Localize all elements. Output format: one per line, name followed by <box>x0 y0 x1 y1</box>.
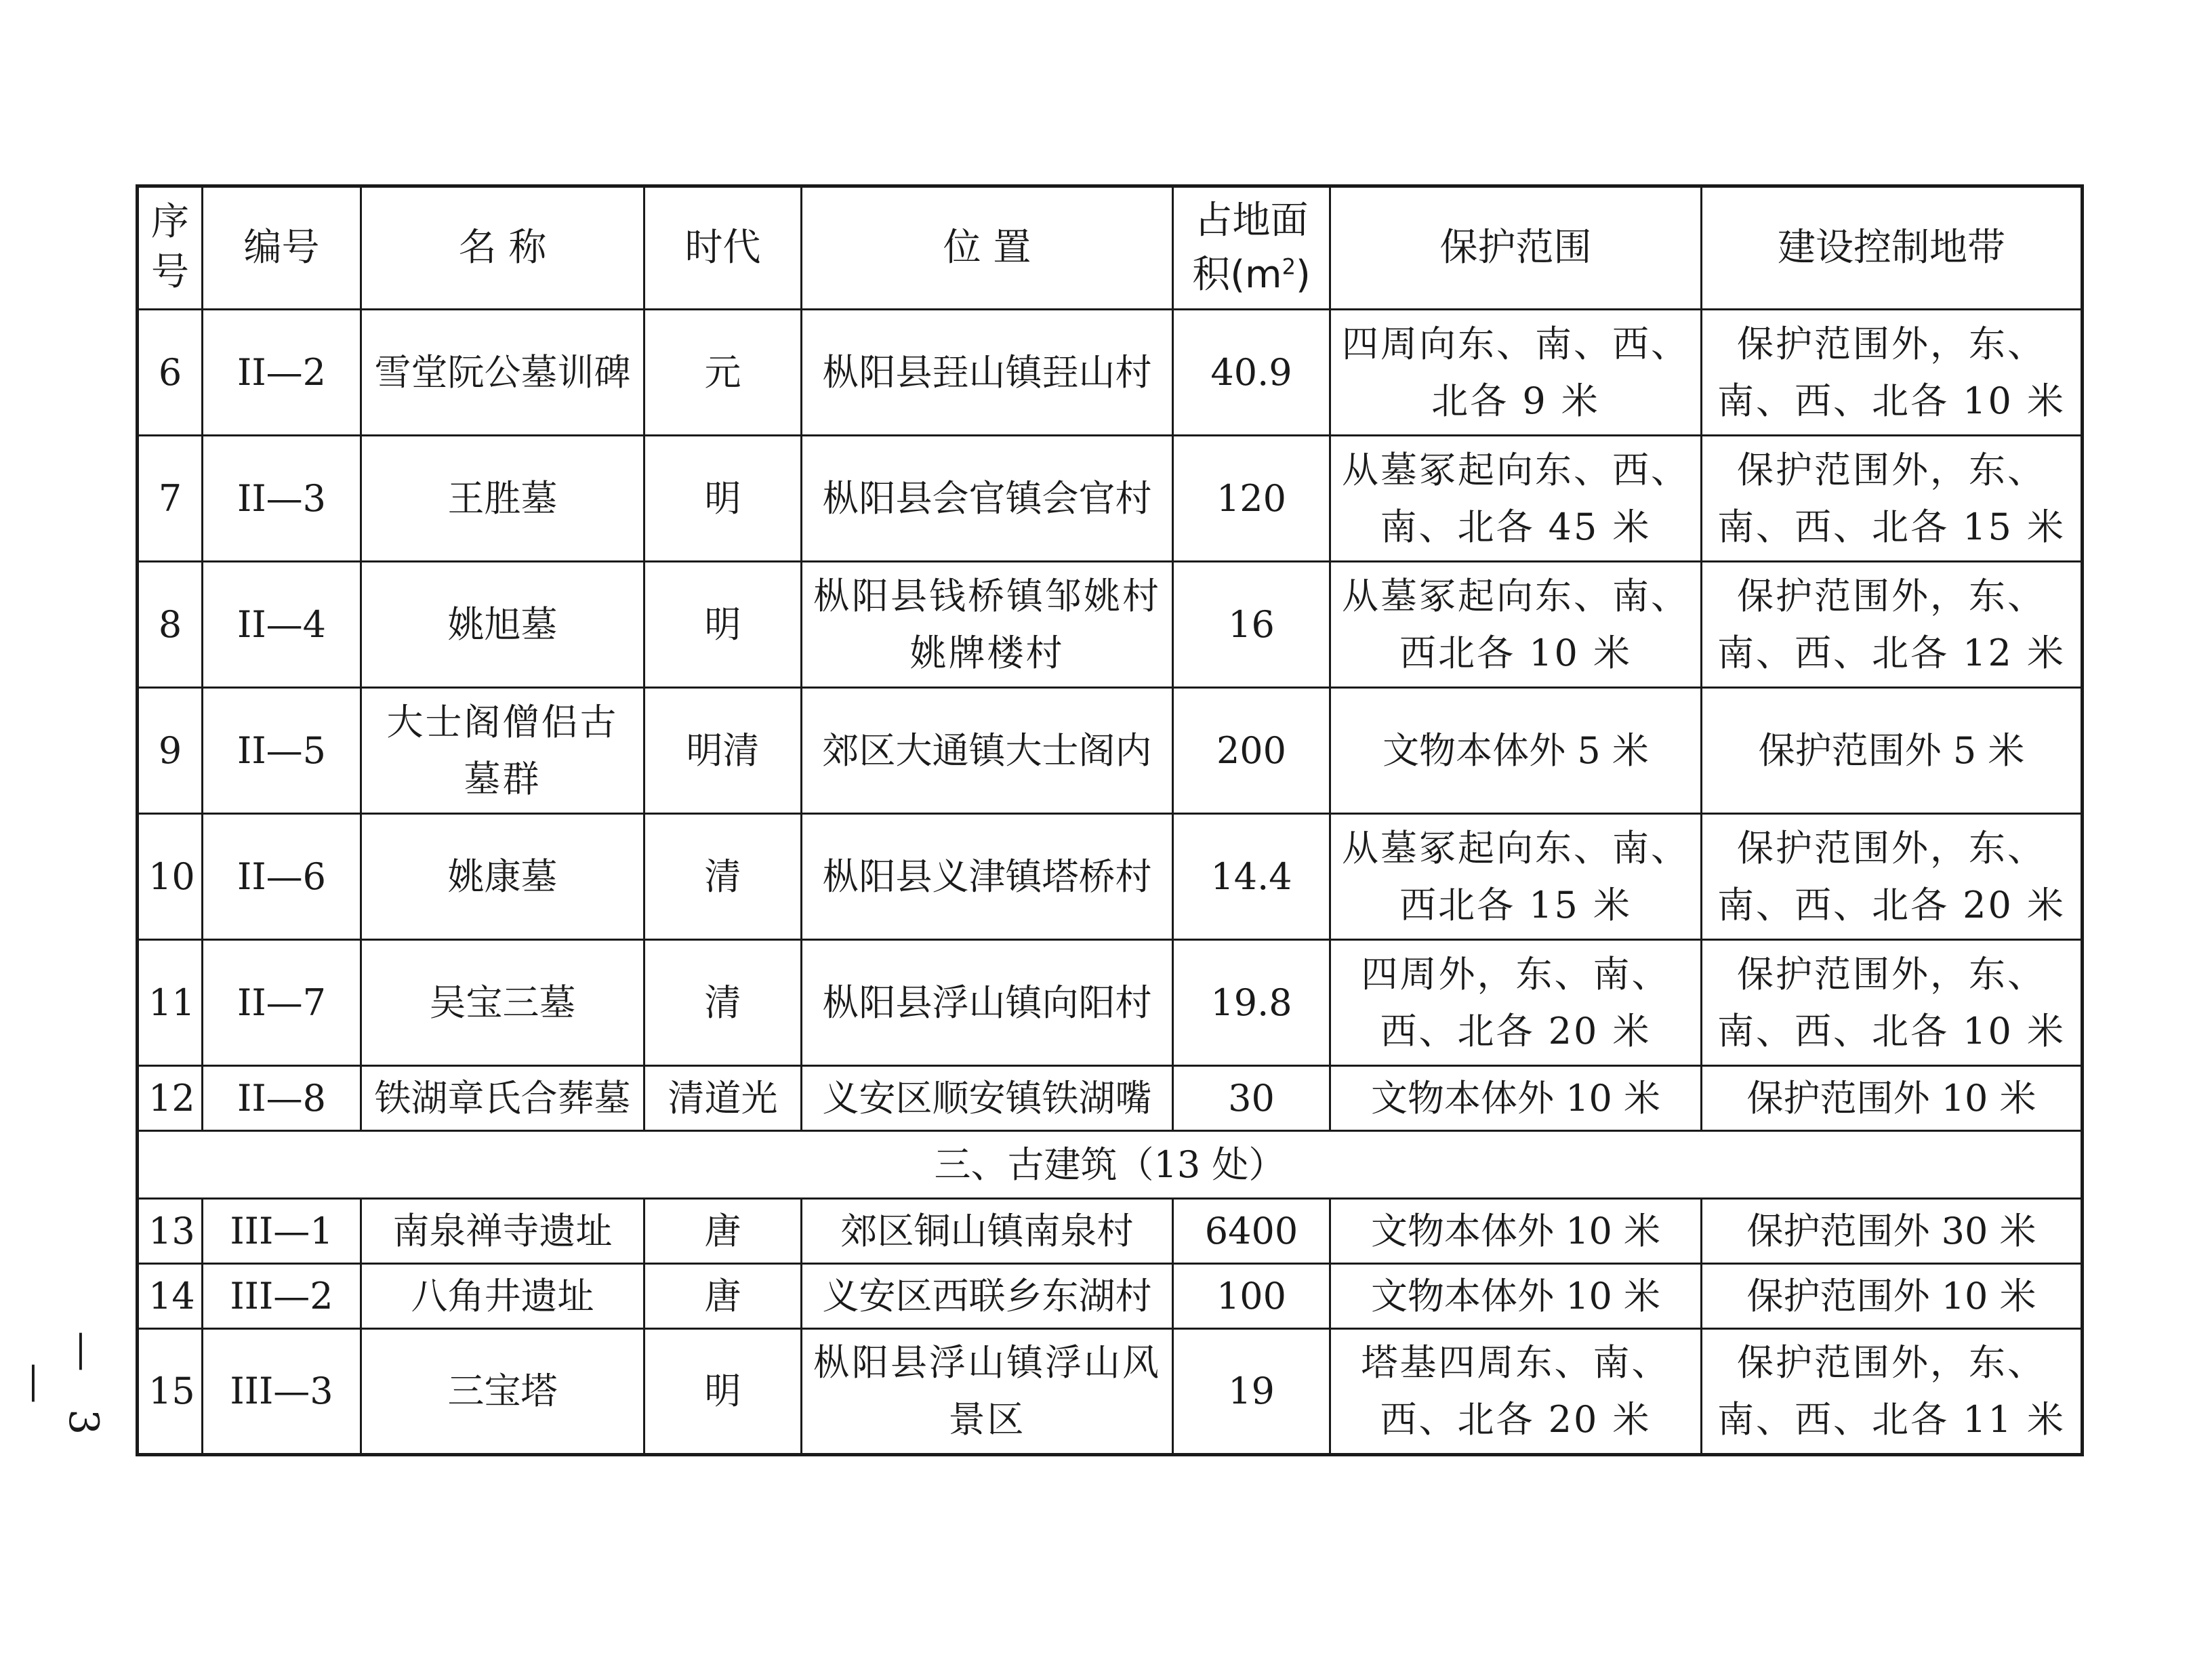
cell-code: III—2 <box>203 1264 361 1329</box>
heritage-protection-table <box>136 184 2084 1456</box>
cell-location: 枞阳县浮山镇浮山风景区 <box>802 1329 1173 1455</box>
cell-era: 清道光 <box>644 1066 802 1131</box>
cell-protection: 从墓冢起向东、南、西北各 15 米 <box>1330 814 1702 940</box>
cell-era: 清 <box>644 940 802 1066</box>
cell-name: 八角井遗址 <box>361 1264 644 1329</box>
cell-area: 19 <box>1173 1329 1330 1455</box>
page-number: — 3 — <box>12 1331 107 1448</box>
cell-control: 保护范围外 10 米 <box>1702 1066 2083 1131</box>
cell-control: 保护范围外，东、南、西、北各 10 米 <box>1702 310 2083 436</box>
cell-location: 枞阳县义津镇塔桥村 <box>802 814 1173 940</box>
cell-name: 三宝塔 <box>361 1329 644 1455</box>
cell-seq: 15 <box>138 1329 203 1455</box>
cell-code: II—3 <box>203 436 361 562</box>
cell-era: 唐 <box>644 1264 802 1329</box>
cell-area: 200 <box>1173 688 1330 814</box>
cell-code: III—3 <box>203 1329 361 1455</box>
cell-control: 保护范围外 30 米 <box>1702 1199 2083 1264</box>
cell-protection: 塔基四周东、南、西、北各 20 米 <box>1330 1329 1702 1455</box>
cell-era: 明 <box>644 436 802 562</box>
cell-era: 唐 <box>644 1199 802 1264</box>
cell-code: II—5 <box>203 688 361 814</box>
cell-name: 雪堂阮公墓训碑 <box>361 310 644 436</box>
header-era: 时代 <box>644 186 802 310</box>
cell-seq: 12 <box>138 1066 203 1131</box>
cell-era: 明清 <box>644 688 802 814</box>
cell-location: 枞阳县钱桥镇邹姚村姚牌楼村 <box>802 562 1173 688</box>
cell-name: 王胜墓 <box>361 436 644 562</box>
cell-name: 铁湖章氏合葬墓 <box>361 1066 644 1131</box>
header-seq: 序号 <box>138 186 203 310</box>
cell-location: 郊区铜山镇南泉村 <box>802 1199 1173 1264</box>
cell-era: 明 <box>644 1329 802 1455</box>
cell-seq: 8 <box>138 562 203 688</box>
cell-code: II—6 <box>203 814 361 940</box>
cell-seq: 14 <box>138 1264 203 1329</box>
cell-protection: 文物本体外 10 米 <box>1330 1199 1702 1264</box>
cell-code: III—1 <box>203 1199 361 1264</box>
cell-area: 19.8 <box>1173 940 1330 1066</box>
header-control: 建设控制地带 <box>1702 186 2083 310</box>
cell-area: 16 <box>1173 562 1330 688</box>
cell-name: 姚旭墓 <box>361 562 644 688</box>
cell-area: 14.4 <box>1173 814 1330 940</box>
cell-protection: 四周外，东、南、西、北各 20 米 <box>1330 940 1702 1066</box>
cell-seq: 7 <box>138 436 203 562</box>
cell-area: 6400 <box>1173 1199 1330 1264</box>
header-name: 名 称 <box>361 186 644 310</box>
table-row <box>138 1199 2083 1264</box>
cell-code: II—7 <box>203 940 361 1066</box>
cell-location: 义安区顺安镇铁湖嘴 <box>802 1066 1173 1131</box>
table-row <box>138 436 2083 562</box>
table-row <box>138 310 2083 436</box>
cell-area: 30 <box>1173 1066 1330 1131</box>
cell-location: 枞阳县会官镇会官村 <box>802 436 1173 562</box>
cell-protection: 文物本体外 10 米 <box>1330 1264 1702 1329</box>
header-protection: 保护范围 <box>1330 186 1702 310</box>
cell-seq: 13 <box>138 1199 203 1264</box>
header-location: 位 置 <box>802 186 1173 310</box>
cell-era: 明 <box>644 562 802 688</box>
cell-location: 枞阳县浮山镇向阳村 <box>802 940 1173 1066</box>
cell-name: 南泉禅寺遗址 <box>361 1199 644 1264</box>
cell-location: 义安区西联乡东湖村 <box>802 1264 1173 1329</box>
cell-name: 姚康墓 <box>361 814 644 940</box>
cell-protection: 从墓冢起向东、南、西北各 10 米 <box>1330 562 1702 688</box>
cell-protection: 从墓冢起向东、西、南、北各 45 米 <box>1330 436 1702 562</box>
cell-area: 120 <box>1173 436 1330 562</box>
cell-control: 保护范围外，东、南、西、北各 12 米 <box>1702 562 2083 688</box>
cell-area: 100 <box>1173 1264 1330 1329</box>
cell-era: 元 <box>644 310 802 436</box>
cell-seq: 11 <box>138 940 203 1066</box>
cell-seq: 9 <box>138 688 203 814</box>
cell-control: 保护范围外 5 米 <box>1702 688 2083 814</box>
cell-name: 吴宝三墓 <box>361 940 644 1066</box>
table-row <box>138 1066 2083 1131</box>
section-heading-row <box>138 1131 2083 1199</box>
cell-control: 保护范围外 10 米 <box>1702 1264 2083 1329</box>
cell-seq: 10 <box>138 814 203 940</box>
section-title: 三、古建筑（13 处） <box>138 1131 2083 1199</box>
table-row <box>138 562 2083 688</box>
cell-location: 郊区大通镇大士阁内 <box>802 688 1173 814</box>
cell-control: 保护范围外，东、南、西、北各 15 米 <box>1702 436 2083 562</box>
cell-era: 清 <box>644 814 802 940</box>
cell-name: 大士阁僧侣古墓群 <box>361 688 644 814</box>
cell-control: 保护范围外，东、南、西、北各 11 米 <box>1702 1329 2083 1455</box>
cell-control: 保护范围外，东、南、西、北各 20 米 <box>1702 814 2083 940</box>
table-row <box>138 1329 2083 1455</box>
cell-protection: 文物本体外 10 米 <box>1330 1066 1702 1131</box>
cell-area: 40.9 <box>1173 310 1330 436</box>
cell-code: II—2 <box>203 310 361 436</box>
cell-protection: 文物本体外 5 米 <box>1330 688 1702 814</box>
cell-code: II—4 <box>203 562 361 688</box>
cell-code: II—8 <box>203 1066 361 1131</box>
cell-protection: 四周向东、南、西、北各 9 米 <box>1330 310 1702 436</box>
header-area: 占地面 积$(m^2)$ <box>1173 186 1330 310</box>
cell-control: 保护范围外，东、南、西、北各 10 米 <box>1702 940 2083 1066</box>
table-row <box>138 1264 2083 1329</box>
cell-seq: 6 <box>138 310 203 436</box>
table-row <box>138 940 2083 1066</box>
table-row <box>138 688 2083 814</box>
header-code: 编号 <box>203 186 361 310</box>
table-header-row <box>138 186 2083 310</box>
cell-location: 枞阳县㠭山镇㠭山村 <box>802 310 1173 436</box>
table-row <box>138 814 2083 940</box>
